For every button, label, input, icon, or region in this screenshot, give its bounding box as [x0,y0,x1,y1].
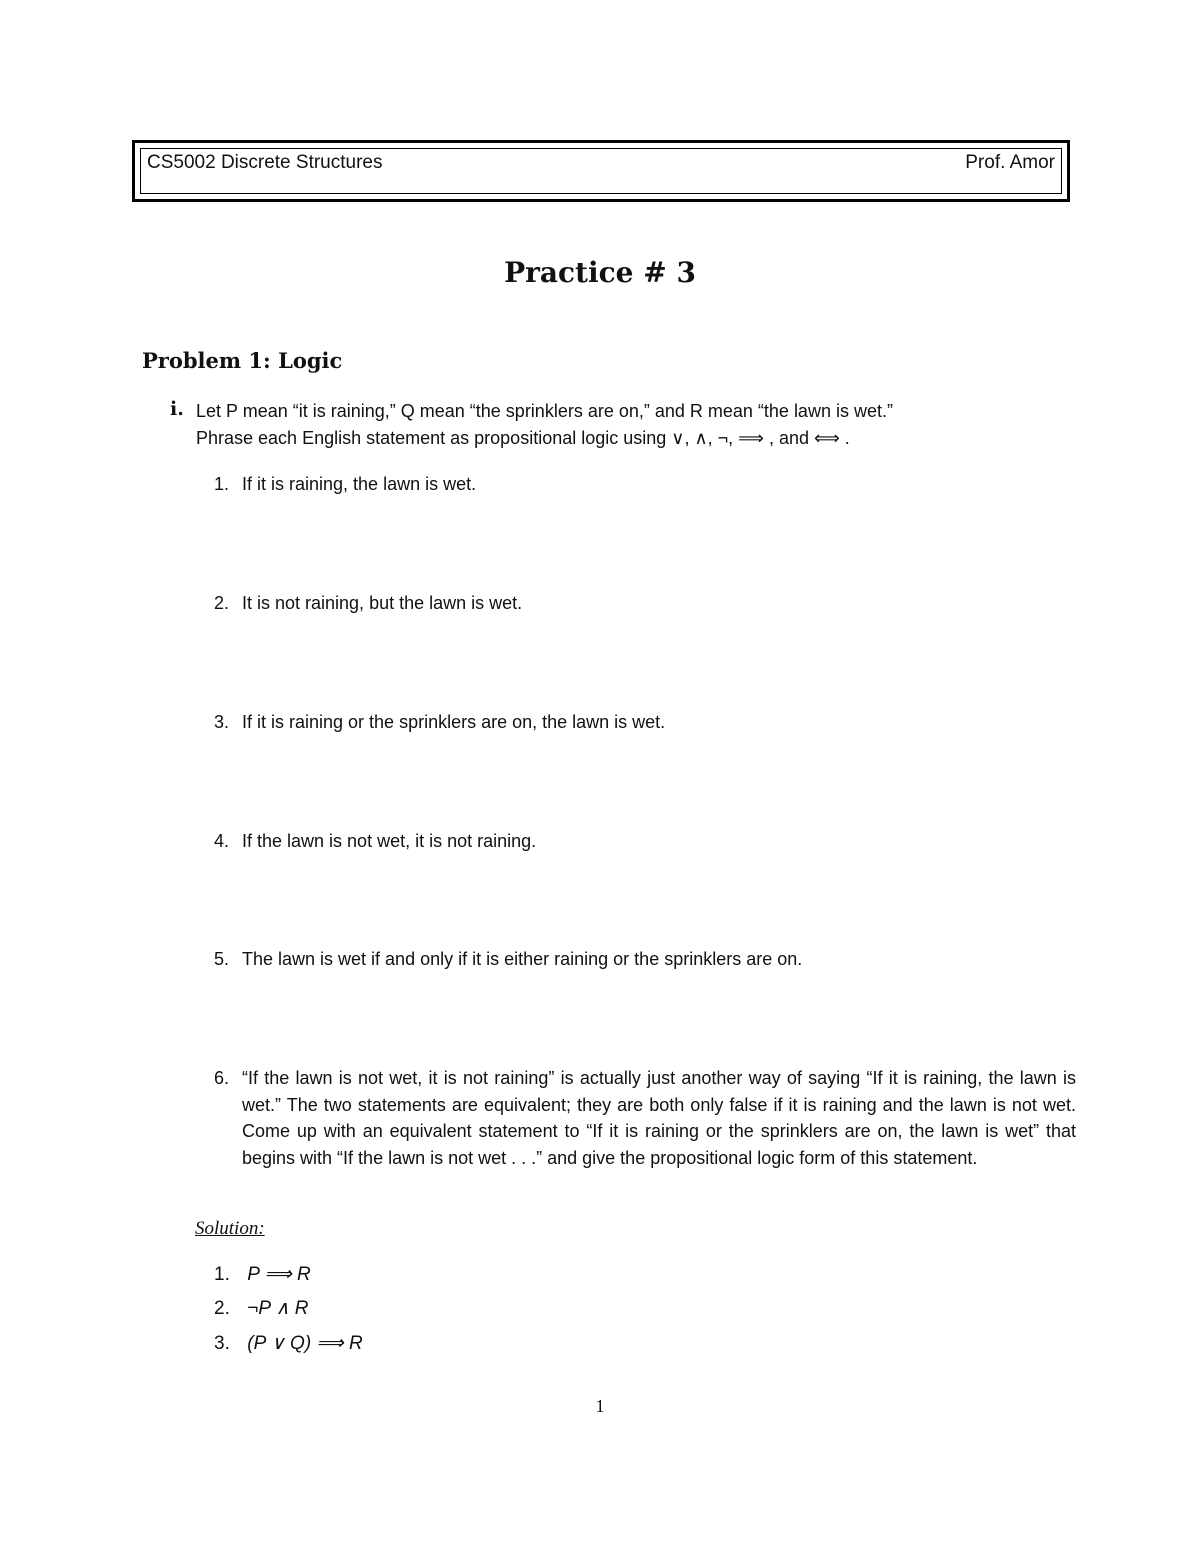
solution-number: 1. [214,1264,230,1285]
page-number: 1 [595,1396,605,1416]
question-number: 6. [214,1068,230,1088]
question-text: If it is raining, the lawn is wet. [242,474,477,494]
question-number: 2. [214,593,230,613]
solution-formula: (P ∨ Q) ⟹ R [247,1333,363,1354]
problem-heading: Problem 1: Logic [142,348,343,373]
intro-line-2: Phrase each English statement as propositional logic using ∨, ∧, ¬, ⟹ , and ⟺ . [196,428,850,448]
solution-item [214,1263,311,1286]
course-header-inner-frame [140,148,1062,194]
question-number: 5. [214,949,230,969]
solution-formula: P ⟹ R [247,1264,311,1285]
solution-item [214,1297,309,1320]
question-number: 1. [214,474,230,494]
question-text: It is not raining, but the lawn is wet. [242,593,523,613]
solution-label: Solution: [195,1218,265,1239]
intro-line-1: Let P mean “it is raining,” Q mean “the sprinklers are on,” and R mean “the lawn is wet.” [196,401,893,421]
question-number: 3. [214,712,230,732]
course-name: CS5002 Discrete Structures [147,152,383,173]
question-text: “If the lawn is not wet, it is not raining” is actually just another way of saying “If it is raining, the lawn is wet.” The two statements are equivalent; they are both only false if it is raining and the lawn is not wet. Come up with an equivalent statement to “If it is raining or the sprinklers are on, the lawn is wet” that begins with “If the lawn is not wet . . .” and give the propositional logic form of this statement. [242,1068,1076,1168]
question-text: The lawn is wet if and only if it is either raining or the sprinklers are on. [242,949,803,969]
question-number: 4. [214,831,230,851]
part-label: i. [170,398,184,420]
problem-intro [196,398,1076,452]
solution-number: 3. [214,1333,230,1354]
document-title: Practice # 3 [504,256,696,289]
solution-number: 2. [214,1298,230,1319]
solution-formula: ¬P ∧ R [247,1298,309,1319]
course-header-box [132,140,1070,202]
instructor-name: Prof. Amor [965,152,1055,173]
solution-item [214,1332,363,1355]
question-text: If the lawn is not wet, it is not raining. [242,831,537,851]
question-text: If it is raining or the sprinklers are on, the lawn is wet. [242,712,666,732]
